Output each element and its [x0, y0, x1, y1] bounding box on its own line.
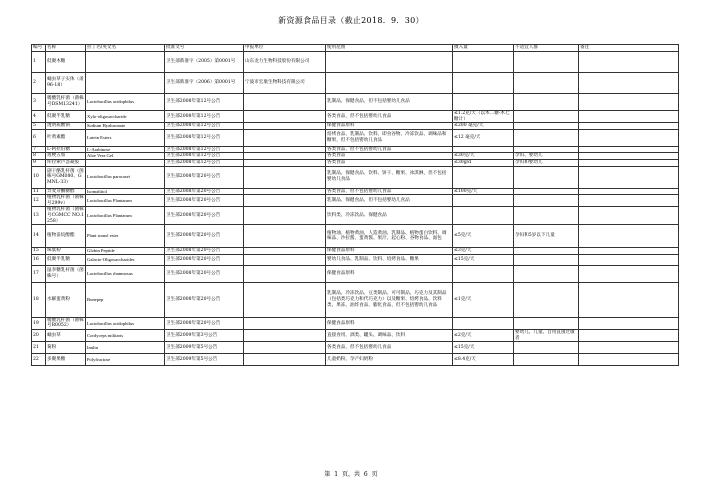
- cell-latin: Globin Peptide: [86, 248, 165, 255]
- header-row: [32, 45, 679, 52]
- cell-applicant: [244, 166, 326, 188]
- cell-approval: 卫生部2008年第20号公告: [165, 188, 244, 195]
- cell-intake: ≤200 毫克/天: [453, 123, 514, 130]
- cell-note: [579, 73, 679, 94]
- cell-scope: 各类食品，但不包括婴幼儿食品: [326, 342, 453, 354]
- cell-latin: Lutein Esters: [86, 129, 165, 146]
- cell-intake: [453, 94, 514, 111]
- cell-no: 2: [32, 73, 46, 94]
- cell-scope: 各类食品: [326, 159, 453, 166]
- cell-unsuitable: 孕妇、婴幼儿: [514, 153, 579, 160]
- cell-latin: Aloe Vera Gel: [86, 153, 165, 160]
- table-row: [32, 207, 679, 225]
- cell-intake: [453, 73, 514, 94]
- cell-no: 1: [32, 52, 46, 73]
- header-cell-latin: 拉丁名/英文名: [86, 45, 165, 52]
- cell-approval: 卫生部2008年第20号公告: [165, 317, 244, 329]
- cell-name: 嗜酸乳杆菌（菌株号DSM13241）: [46, 94, 86, 111]
- cell-unsuitable: [514, 195, 579, 207]
- table-row: [32, 254, 679, 265]
- cell-name: 植物乳杆菌（菌株号299v）: [47, 195, 84, 206]
- cell-applicant: [244, 354, 326, 366]
- footer-prefix: 第: [324, 471, 331, 478]
- cell-scope: 各类食品: [326, 153, 453, 160]
- cell-name: 低聚半乳糖: [46, 254, 86, 265]
- cell-name: 多聚果糖: [46, 354, 86, 366]
- cell-intake: ≤8.4克/天: [453, 354, 514, 366]
- cell-no: 12: [32, 195, 46, 207]
- cell-applicant: 山东龙力生物科技股份有限公司: [244, 52, 326, 73]
- cell-approval: 卫生部2008年第12号公告: [165, 123, 244, 130]
- cell-approval: 卫生部2008年第20号公告: [165, 166, 244, 188]
- cell-approval: 卫生部新准字（2006）第0001号: [165, 73, 244, 94]
- cell-scope: 乳制品、保健食品，但不包括婴幼儿食品: [326, 195, 453, 207]
- table-row: [32, 153, 679, 160]
- cell-latin: Lactobacillus Plantarum: [86, 195, 165, 207]
- cell-applicant: [244, 146, 326, 153]
- cell-unsuitable: [514, 317, 579, 329]
- cell-unsuitable: [514, 123, 579, 130]
- cell-intake: ≤15克/天: [453, 342, 514, 354]
- footer-page-number: 1: [334, 471, 339, 478]
- cell-unsuitable: [514, 342, 579, 354]
- cell-approval: 卫生部2008年第20号公告: [165, 265, 244, 282]
- cell-latin: Sodium Hyaluronate: [86, 123, 165, 130]
- cell-latin: Isomaltitol: [86, 188, 165, 195]
- cell-approval: 卫生部2008年第12号公告: [165, 153, 244, 160]
- cell-unsuitable: 婴幼儿、儿童、自用直菌过敏者: [514, 329, 579, 341]
- cell-applicant: [244, 254, 326, 265]
- header-cell-intake: 摄入量: [453, 45, 514, 52]
- cell-scope: 植物油、植物黄油、人造黄油、乳制品、植物蛋白饮料、调味品、沙拉酱、蛋黄酱、果汁、起心粉、谷物食品、面包: [326, 225, 453, 248]
- cell-no: 8: [32, 153, 46, 160]
- header-cell-note: 备注: [579, 45, 679, 52]
- cell-unsuitable: [514, 129, 579, 146]
- cell-applicant: [244, 207, 326, 225]
- cell-name: 低聚木糖: [46, 52, 86, 73]
- cell-no: 4: [32, 111, 46, 123]
- table-row: [32, 354, 679, 366]
- cell-scope: 各类食品，但不包括婴幼儿食品: [326, 146, 453, 153]
- table-row: [32, 123, 679, 130]
- cell-intake: ≤2克/天: [453, 329, 514, 341]
- cell-applicant: [244, 225, 326, 248]
- table-body: [32, 52, 679, 366]
- food-catalog-table: [31, 44, 679, 366]
- cell-scope: 婴幼儿食品、乳制品、饮料、焙烤食品、糖果: [326, 254, 453, 265]
- cell-note: [579, 166, 679, 188]
- cell-no: 7: [32, 146, 46, 153]
- cell-scope: 焙烤食品、乳制品、饮料、即食谷物、冷冻饮品、调味品和糖果，但不包括婴幼儿食品: [326, 129, 453, 146]
- table-row: [32, 188, 679, 195]
- cell-intake: ≤12 毫克/天: [453, 129, 514, 146]
- cell-approval: 卫生部2008年第20号公告: [165, 254, 244, 265]
- cell-note: [579, 254, 679, 265]
- cell-applicant: [244, 153, 326, 160]
- header-cell-no: 编号: [32, 45, 46, 52]
- cell-note: [579, 329, 679, 341]
- cell-name: 蛹虫草子实体（甬96-18）: [46, 73, 86, 94]
- table-row: [32, 342, 679, 354]
- cell-intake: [453, 195, 514, 207]
- cell-applicant: [244, 248, 326, 255]
- cell-latin: Lactobacillus acidophilus: [86, 94, 165, 111]
- cell-unsuitable: [514, 188, 579, 195]
- table-row: [32, 225, 679, 248]
- cell-note: [579, 282, 679, 317]
- header-cell-scope: 使用范围: [326, 45, 453, 52]
- cell-no: 19: [32, 317, 46, 329]
- cell-unsuitable: [514, 166, 579, 188]
- cell-unsuitable: [514, 73, 579, 94]
- document-title: 新资源食品目录（截止2018．9．30）: [278, 16, 424, 25]
- cell-scope: 保健食品原料: [326, 123, 453, 130]
- cell-approval: 卫生部2008年第20号公告: [165, 207, 244, 225]
- cell-approval: 卫生部2008年第12号公告: [165, 94, 244, 111]
- cell-name: 低聚半乳糖: [46, 111, 86, 123]
- cell-scope: 儿童奶粉、孕产妇奶粉: [326, 354, 453, 366]
- cell-intake: [453, 146, 514, 153]
- cell-latin: [86, 73, 165, 94]
- cell-no: 5: [32, 123, 46, 130]
- cell-unsuitable: [514, 282, 579, 317]
- cell-latin: Inulin: [86, 342, 165, 354]
- cell-intake: [453, 166, 514, 188]
- cell-note: [579, 146, 679, 153]
- cell-name: 嗜酸乳杆菌（菌株号R0052）: [47, 317, 84, 329]
- cell-name: 植物乳杆菌（菌株号CGMCC NO.1258）: [47, 207, 84, 224]
- cell-approval: 卫生部2008年第20号公告: [165, 225, 244, 248]
- cell-intake: ≤30g/d: [453, 159, 514, 166]
- cell-scope: 保健食品原料: [326, 265, 453, 282]
- cell-applicant: [244, 94, 326, 111]
- cell-intake: ≤5克/天: [453, 225, 514, 248]
- cell-note: [579, 153, 679, 160]
- cell-name: 水解蛋黄粉: [46, 282, 86, 317]
- cell-intake: [453, 52, 514, 73]
- cell-note: [579, 207, 679, 225]
- table-row: [32, 94, 679, 111]
- cell-unsuitable: [514, 207, 579, 225]
- cell-scope: 乳制品、保健食品，但不包括婴幼儿食品: [326, 94, 453, 111]
- cell-no: 22: [32, 354, 46, 366]
- cell-scope: 乳制品、冷冻饮品、豆类制品、可可制品、巧克力及其制品（包括类巧克力和代巧克力）以及糖果、焙烤食品、饮料类、果冻、油炸食品、膨化食品，但不包括婴幼儿食品: [326, 282, 453, 317]
- cell-applicant: [244, 342, 326, 354]
- cell-scope: 保健食品原料: [326, 248, 453, 255]
- cell-no: 15: [32, 248, 46, 255]
- cell-intake: [453, 207, 514, 225]
- cell-name: 叶黄素酯: [46, 129, 86, 146]
- header-cell-unsuitable: 不适宜人群: [514, 45, 579, 52]
- cell-applicant: [244, 265, 326, 282]
- cell-approval: 卫生部2008年第12号公告: [165, 129, 244, 146]
- cell-latin: Plant stanol ester: [86, 225, 165, 248]
- cell-scope: 直接食用、酒类、罐头、调味品、饮料: [326, 329, 453, 341]
- table-row: [32, 159, 679, 166]
- cell-intake: ≤15克/天: [453, 254, 514, 265]
- cell-applicant: [244, 317, 326, 329]
- header-cell-name: 名称: [46, 45, 86, 52]
- cell-no: 16: [32, 254, 46, 265]
- table-row: [32, 166, 679, 188]
- cell-intake: ≤30克/天: [453, 153, 514, 160]
- cell-unsuitable: [514, 248, 579, 255]
- cell-name: 透明质酸钠: [46, 123, 86, 130]
- table-row: [32, 265, 679, 282]
- cell-approval: 卫生部2008年第20号公告: [165, 195, 244, 207]
- cell-scope: 乳制品、保健食品、饮料、饼干、糖果、冰淇淋，但不包括婴幼儿食品: [326, 166, 453, 188]
- cell-latin: Lactobacillus Plantarum: [86, 207, 165, 225]
- table-row: [32, 52, 679, 73]
- cell-intake: ≤100克/天: [453, 188, 514, 195]
- header-cell-approval: 批准文号: [165, 45, 244, 52]
- cell-approval: 卫生部2008年第20号公告: [165, 282, 244, 317]
- cell-scope: [326, 73, 453, 94]
- table-row: [32, 195, 679, 207]
- cell-note: [579, 248, 679, 255]
- cell-note: [579, 94, 679, 111]
- cell-unsuitable: [514, 146, 579, 153]
- cell-no: 6: [32, 129, 46, 146]
- cell-name: L-阿拉伯糖: [46, 146, 86, 153]
- cell-intake: ≤1克/天: [453, 282, 514, 317]
- footer-total-pages: 6: [363, 471, 368, 478]
- cell-note: [579, 188, 679, 195]
- cell-applicant: [244, 123, 326, 130]
- cell-intake: ≤1.2克/天（以木二糖-木七糖计）: [453, 111, 514, 123]
- table-row: [32, 129, 679, 146]
- footer-suffix: 页: [371, 471, 378, 478]
- cell-intake: [453, 317, 514, 329]
- cell-no: 20: [32, 329, 46, 341]
- cell-intake: [453, 265, 514, 282]
- cell-latin: [86, 159, 165, 166]
- cell-approval: 卫生部2009年第3号公告: [165, 329, 244, 341]
- cell-no: 17: [32, 265, 46, 282]
- cell-note: [579, 317, 679, 329]
- cell-no: 3: [32, 94, 46, 111]
- cell-note: [579, 129, 679, 146]
- cell-latin: Cordyceps militaris: [86, 329, 165, 341]
- cell-latin: Lactobacillus paracasei: [86, 166, 165, 188]
- cell-unsuitable: [514, 354, 579, 366]
- cell-applicant: [244, 159, 326, 166]
- cell-approval: 卫生部2008年第12号公告: [165, 159, 244, 166]
- cell-note: [579, 159, 679, 166]
- cell-latin: Lactobacillus rhamnosus: [86, 265, 165, 282]
- table-row: [32, 73, 679, 94]
- cell-no: 13: [32, 207, 46, 225]
- cell-no: 14: [32, 225, 46, 248]
- cell-scope: 各类食品，但不包括婴幼儿食品: [326, 111, 453, 123]
- footer-mid: 页，共: [341, 471, 360, 478]
- cell-latin: [86, 52, 165, 73]
- cell-unsuitable: [514, 52, 579, 73]
- cell-unsuitable: [514, 111, 579, 123]
- table-row: [32, 248, 679, 255]
- table-row: [32, 317, 679, 329]
- cell-latin: Lactobacillus acidophilus: [86, 317, 165, 329]
- cell-approval: 卫生部2009年第5号公告: [165, 354, 244, 366]
- cell-note: [579, 354, 679, 366]
- cell-note: [579, 342, 679, 354]
- cell-no: 11: [32, 188, 46, 195]
- cell-name: 蛹虫草: [46, 329, 86, 341]
- cell-latin: Bonepep: [86, 282, 165, 317]
- cell-applicant: [244, 329, 326, 341]
- cell-unsuitable: [514, 265, 579, 282]
- cell-latin: Galacto-Oligosaccharides: [86, 254, 165, 265]
- cell-unsuitable: 孕妇和婴幼儿: [514, 159, 579, 166]
- table-row: [32, 329, 679, 341]
- cell-note: [579, 225, 679, 248]
- table-row: [32, 282, 679, 317]
- cell-applicant: [244, 195, 326, 207]
- cell-name: 异麦芽酮糖醇: [46, 188, 86, 195]
- cell-applicant: [244, 188, 326, 195]
- cell-approval: 卫生部2008年第12号公告: [165, 146, 244, 153]
- cell-note: [579, 52, 679, 73]
- cell-no: 10: [32, 166, 46, 188]
- cell-name: 珠肽粉: [46, 248, 86, 255]
- cell-name: 库拉索芦荟凝胶: [46, 159, 86, 166]
- cell-latin: L-Arabinose: [86, 146, 165, 153]
- cell-approval: 卫生部2008年第12号公告: [165, 111, 244, 123]
- cell-scope: 各类食品，但不包括婴幼儿食品: [326, 188, 453, 195]
- cell-name: 菊粉: [46, 342, 86, 354]
- cell-scope: 保健食品原料: [326, 317, 453, 329]
- cell-latin: Xylo-oligosaccharide: [86, 111, 165, 123]
- cell-applicant: [244, 282, 326, 317]
- cell-scope: 饮料类、冷冻饮品、保健食品: [326, 207, 453, 225]
- cell-note: [579, 195, 679, 207]
- cell-note: [579, 111, 679, 123]
- cell-intake: ≤3克/天: [453, 248, 514, 255]
- cell-unsuitable: 孕妇和5岁以下儿童: [514, 225, 579, 248]
- header-cell-applicant: 申报单位: [244, 45, 326, 52]
- cell-scope: [326, 52, 453, 73]
- cell-note: [579, 123, 679, 130]
- cell-unsuitable: [514, 254, 579, 265]
- cell-unsuitable: [514, 94, 579, 111]
- cell-latin: Polyfructose: [86, 354, 165, 366]
- cell-applicant: 宁波市宏康生物科技有限公司: [244, 73, 326, 94]
- cell-name: 副干酪乳杆菌（菌株号GM080、GMNL-33）: [46, 166, 86, 188]
- table-row: [32, 111, 679, 123]
- cell-name: 植物甾烷醇酯: [46, 225, 86, 248]
- cell-applicant: [244, 129, 326, 146]
- cell-approval: 卫生部2008年第20号公告: [165, 248, 244, 255]
- page-footer: [0, 469, 702, 478]
- cell-no: 21: [32, 342, 46, 354]
- cell-no: 18: [32, 282, 46, 317]
- cell-note: [579, 265, 679, 282]
- cell-applicant: [244, 111, 326, 123]
- cell-name: 短梗五加: [46, 153, 86, 160]
- cell-approval: 卫生部新准字（2005）第0001号: [165, 52, 244, 73]
- table-row: [32, 146, 679, 153]
- cell-approval: 卫生部2009年第5号公告: [165, 342, 244, 354]
- cell-name: 鼠李糖乳杆菌（菌株号）: [46, 265, 86, 282]
- cell-no: 9: [32, 159, 46, 166]
